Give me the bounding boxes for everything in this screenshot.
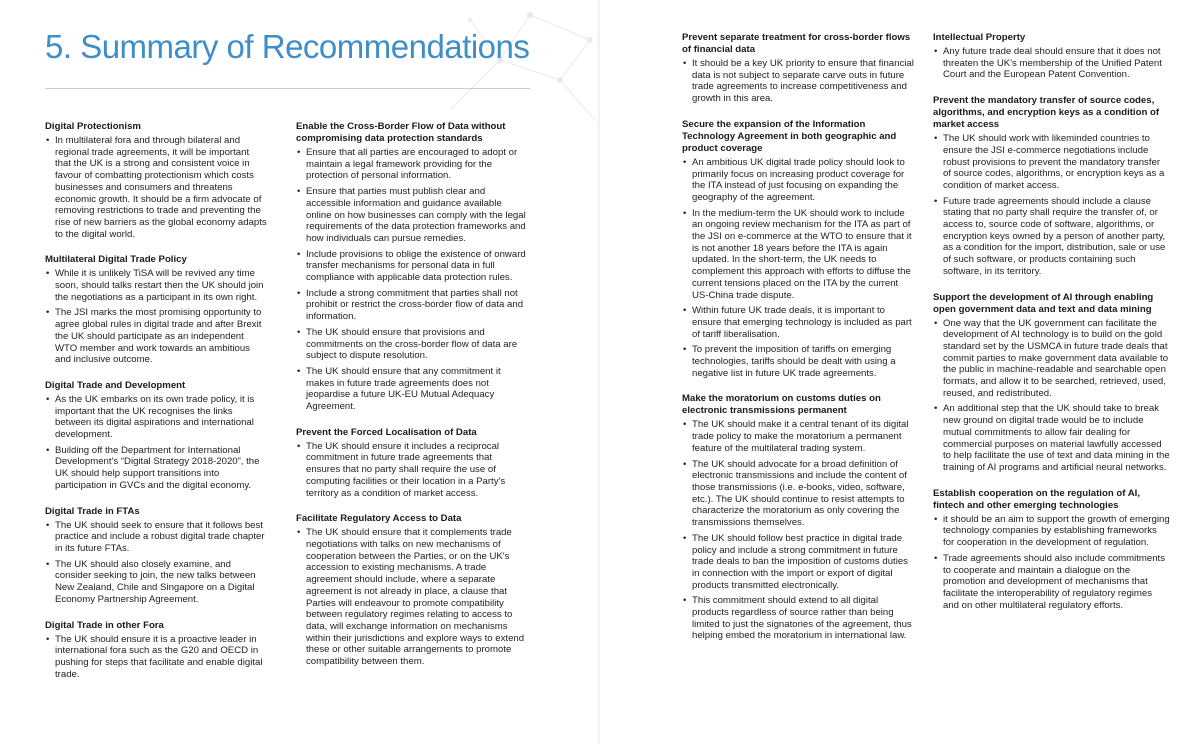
bullet-list	[933, 514, 1170, 612]
bullet-item: • The UK should work with likeminded countries to ensure the JSI e-commerce negotiations include robust provisions to prevent the mandatory transfer of source codes, algorithms, or encryption keys as a condition of market access.	[933, 133, 1170, 192]
bullet-item: • As the UK embarks on its own trade policy, it is important that the UK recognises the links between its digital aspirations and international development.	[45, 394, 267, 441]
section-heading: Digital Trade and Development	[45, 379, 186, 391]
recommendation-section	[45, 121, 267, 240]
section-heading: Enable the Cross-Border Flow of Data without compromising data protection standards	[296, 121, 506, 144]
bullet-item: • Trade agreements should also include commitments to cooperate and maintain a dialogue on the promotion and development of mechanisms that facilitate the interoperability of regulatory regimes and on other multilateral regulatory efforts.	[933, 553, 1170, 612]
bullet-item: • Within future UK trade deals, it is important to ensure that emerging technology is included as part of tariff liberalisation.	[682, 305, 917, 340]
bullet-item: • In the medium-term the UK should work to include an ongoing review mechanism for the ITA as part of the JSI on e-commerce at the WTO to ensure that it is not another 18 years before the ITA is again updated. In the short-term, the UK needs to complement this approach with efforts to diffuse the current tensions placed on the ITA by the current US-China trade dispute.	[682, 208, 917, 302]
bullet-item: • Future trade agreements should include a clause stating that no party shall require the transfer of, or access to, source code of software, algorithms, or encryption keys owned by a person of another party, as a condition for the import, distribution, sale or use of such software, or products containing such software, in its territory.	[933, 196, 1170, 278]
bullet-list	[296, 147, 526, 413]
bullet-item: • While it is unlikely TiSA will be revived any time soon, should talks restart then the UK should join the negotiations as a participant in its own right.	[45, 268, 267, 303]
section-heading: Prevent the Forced Localisation of Data	[296, 426, 477, 438]
bullet-item: • The UK should seek to ensure that it follows best practice and include a robust digital trade chapter in its future FTAs.	[45, 520, 267, 555]
bullet-item: • The UK should advocate for a broad definition of electronic transmissions and include the content of those transmissions (i.e. e-books, video, software, etc.). The UK should continue to resist attempts to characterize the moratorium as only covering the transmissions themselves.	[682, 459, 917, 529]
bullet-item: • An additional step that the UK should take to break new ground on digital trade would be to include mutual commitments to allow fair dealing for commercial purposes on material lawfully accessed to help facilitate the use of text and data mining in the training of AI programs and artificial neural networks.	[933, 403, 1170, 473]
bullet-item: • The JSI marks the most promising opportunity to agree global rules in digital trade and after Brexit the UK should participate as an independent WTO member and work towards an ambitious and inclusive outcome.	[45, 307, 267, 366]
bullet-item: • The UK should follow best practice in digital trade policy and include a strong commitment in future trade deals to ban the imposition of customs duties in connection with the import or export of digital products transmitted electronically.	[682, 533, 917, 592]
bullet-item: • The UK should ensure that any commitment it makes in future trade agreements does not jeopardise a future UK-EU Mutual Adequacy Agreement.	[296, 366, 526, 413]
bullet-item: • To prevent the imposition of tariffs on emerging technologies, tariffs should be dealt with using a negative list in future UK trade agreements.	[682, 344, 917, 379]
bullet-item: • The UK should also closely examine, and consider seeking to join, the new talks between New Zealand, Chile and Singapore on a Digital Economy Partnership Agreement.	[45, 559, 267, 606]
recommendation-section	[933, 488, 1170, 612]
bullet-list	[45, 268, 267, 366]
section-heading: Prevent separate treatment for cross-border flows of financial data	[682, 32, 911, 55]
column-2	[296, 121, 526, 682]
bullet-item: • The UK should ensure that provisions and commitments on the cross-border flow of data are subject to dispute resolution.	[296, 327, 526, 362]
recommendation-section	[682, 119, 917, 380]
section-heading: Digital Trade in other Fora	[45, 619, 164, 631]
column-3	[682, 32, 917, 656]
recommendation-section	[45, 506, 267, 606]
section-heading: Digital Trade in FTAs	[45, 505, 140, 517]
bullet-list	[45, 135, 267, 240]
bullet-list	[45, 634, 267, 681]
recommendation-section	[45, 254, 267, 366]
page-title: 5. Summary of Recommendations	[45, 28, 530, 65]
recommendation-section	[296, 121, 526, 413]
recommendation-section	[682, 32, 917, 105]
bullet-item: • This commitment should extend to all digital products regardless of source rather than being limited to just the signatories of the agreement, thus helping embed the moratorium in international law.	[682, 595, 917, 642]
bullet-item: • Any future trade deal should ensure that it does not threaten the UK's membership of the Unified Patent Court and the European Patent Convention.	[933, 46, 1170, 81]
bullet-list	[45, 520, 267, 606]
bullet-item: • Include provisions to oblige the existence of onward transfer mechanisms for personal data in full compliance with applicable data protection rules.	[296, 249, 526, 284]
right-page	[600, 0, 1200, 744]
section-heading: Establish cooperation on the regulation of AI, fintech and other emerging technologies	[933, 487, 1140, 511]
bullet-item: • Ensure that parties must publish clear and accessible information and guidance available online on how businesses can comply with the legal requirements of the data protection frameworks and how individuals can pursue remedies.	[296, 186, 526, 245]
bullet-item: • Include a strong commitment that parties shall not prohibit or restrict the cross-border flow of data and information.	[296, 288, 526, 323]
bullet-list	[933, 46, 1170, 81]
section-heading: Prevent the mandatory transfer of source codes, algorithms, and encryption keys as a condition of market access	[933, 95, 1160, 131]
bullet-list	[682, 58, 917, 105]
section-heading: Make the moratorium on customs duties on electronic transmissions permanent	[682, 393, 881, 417]
section-heading: Support the development of AI through enabling open government data and text and data mining	[933, 291, 1154, 315]
bullet-list	[682, 419, 917, 642]
bullet-item: • it should be an aim to support the growth of emerging technology companies by establishing frameworks for cooperation in the development of regulation.	[933, 514, 1170, 549]
recommendation-section	[45, 620, 267, 681]
column-1	[45, 121, 267, 694]
bullet-item: • The UK should ensure that it complements trade negotiations with talks on new mechanisms of cooperation between the Parties, or on the UK's accession to existing mechanisms. A trade agreement should include, where a separate agreement is not already in place, a clause that Parties will endeavour to promote compatibility between regulatory regimes relating to access to data, will exchange information on mechanisms within their jurisdictions and explore ways to extend these or other suitable arrangements to promote compatibility between them.	[296, 527, 526, 667]
recommendation-section	[933, 292, 1170, 474]
section-heading: Intellectual Property	[933, 32, 1026, 43]
recommendation-section	[933, 32, 1170, 81]
bullet-list	[45, 394, 267, 492]
section-heading: Multilateral Digital Trade Policy	[45, 254, 187, 266]
recommendation-section	[296, 513, 526, 667]
recommendation-section	[296, 427, 526, 500]
bullet-item: • Building off the Department for International Development's “Digital Strategy 2018-2020”, the UK should help support transitions into participation in GVCs and the digital economy.	[45, 445, 267, 492]
bullet-item: • Ensure that all parties are encouraged to adopt or maintain a legal framework providing for the protection of personal information.	[296, 147, 526, 182]
bullet-list	[933, 133, 1170, 277]
bullet-list	[933, 318, 1170, 474]
bullet-list	[296, 527, 526, 667]
section-heading: Secure the expansion of the Information Technology Agreement in both geographic and product coverage	[682, 118, 897, 154]
bullet-item: • The UK should make it a central tenant of its digital trade policy to make the moratorium a permanent feature of the multilateral trading system.	[682, 419, 917, 454]
section-heading: Facilitate Regulatory Access to Data	[296, 513, 462, 525]
bullet-item: • It should be a key UK priority to ensure that financial data is not subject to separate carve outs in future trade agreements to increase competitiveness and growth in this area.	[682, 58, 917, 105]
bullet-item: • The UK should ensure it includes a reciprocal commitment in future trade agreements that ensures that no party shall require the use of computing facilities or their location in a Party's territory as a condition of market access.	[296, 441, 526, 500]
recommendation-section	[682, 393, 917, 642]
bullet-list	[296, 441, 526, 500]
recommendation-section	[45, 380, 267, 492]
bullet-list	[682, 157, 917, 380]
column-4	[933, 32, 1170, 625]
section-heading: Digital Protectionism	[45, 121, 141, 132]
recommendation-section	[933, 95, 1170, 277]
bullet-item: • The UK should ensure it is a proactive leader in international fora such as the G20 and OECD in pushing for steps that facilitate and enable digital trade.	[45, 634, 267, 681]
title-divider	[45, 88, 530, 89]
bullet-item: • An ambitious UK digital trade policy should look to primarily focus on increasing product coverage for the ITA instead of just focusing on expanding the geography of the agreement.	[682, 157, 917, 204]
bullet-item: • One way that the UK government can facilitate the development of AI technology is to build on the gold standard set by the USMCA in future trade deals that commit parties to make government data available to the public in machine-readable and searchable open formats, and allow it to be searched, retrieved, used, reused, and redistributed.	[933, 318, 1170, 400]
bullet-item: • In multilateral fora and through bilateral and regional trade agreements, it will be important that the UK is a strong and consistent voice in favour of combatting protectionism which costs businesses and consumers and threatens economic growth. It should be a firm advocate of removing restrictions to trade and preventing the rise of new barriers as the global economy adapts to the digital world.	[45, 135, 267, 240]
